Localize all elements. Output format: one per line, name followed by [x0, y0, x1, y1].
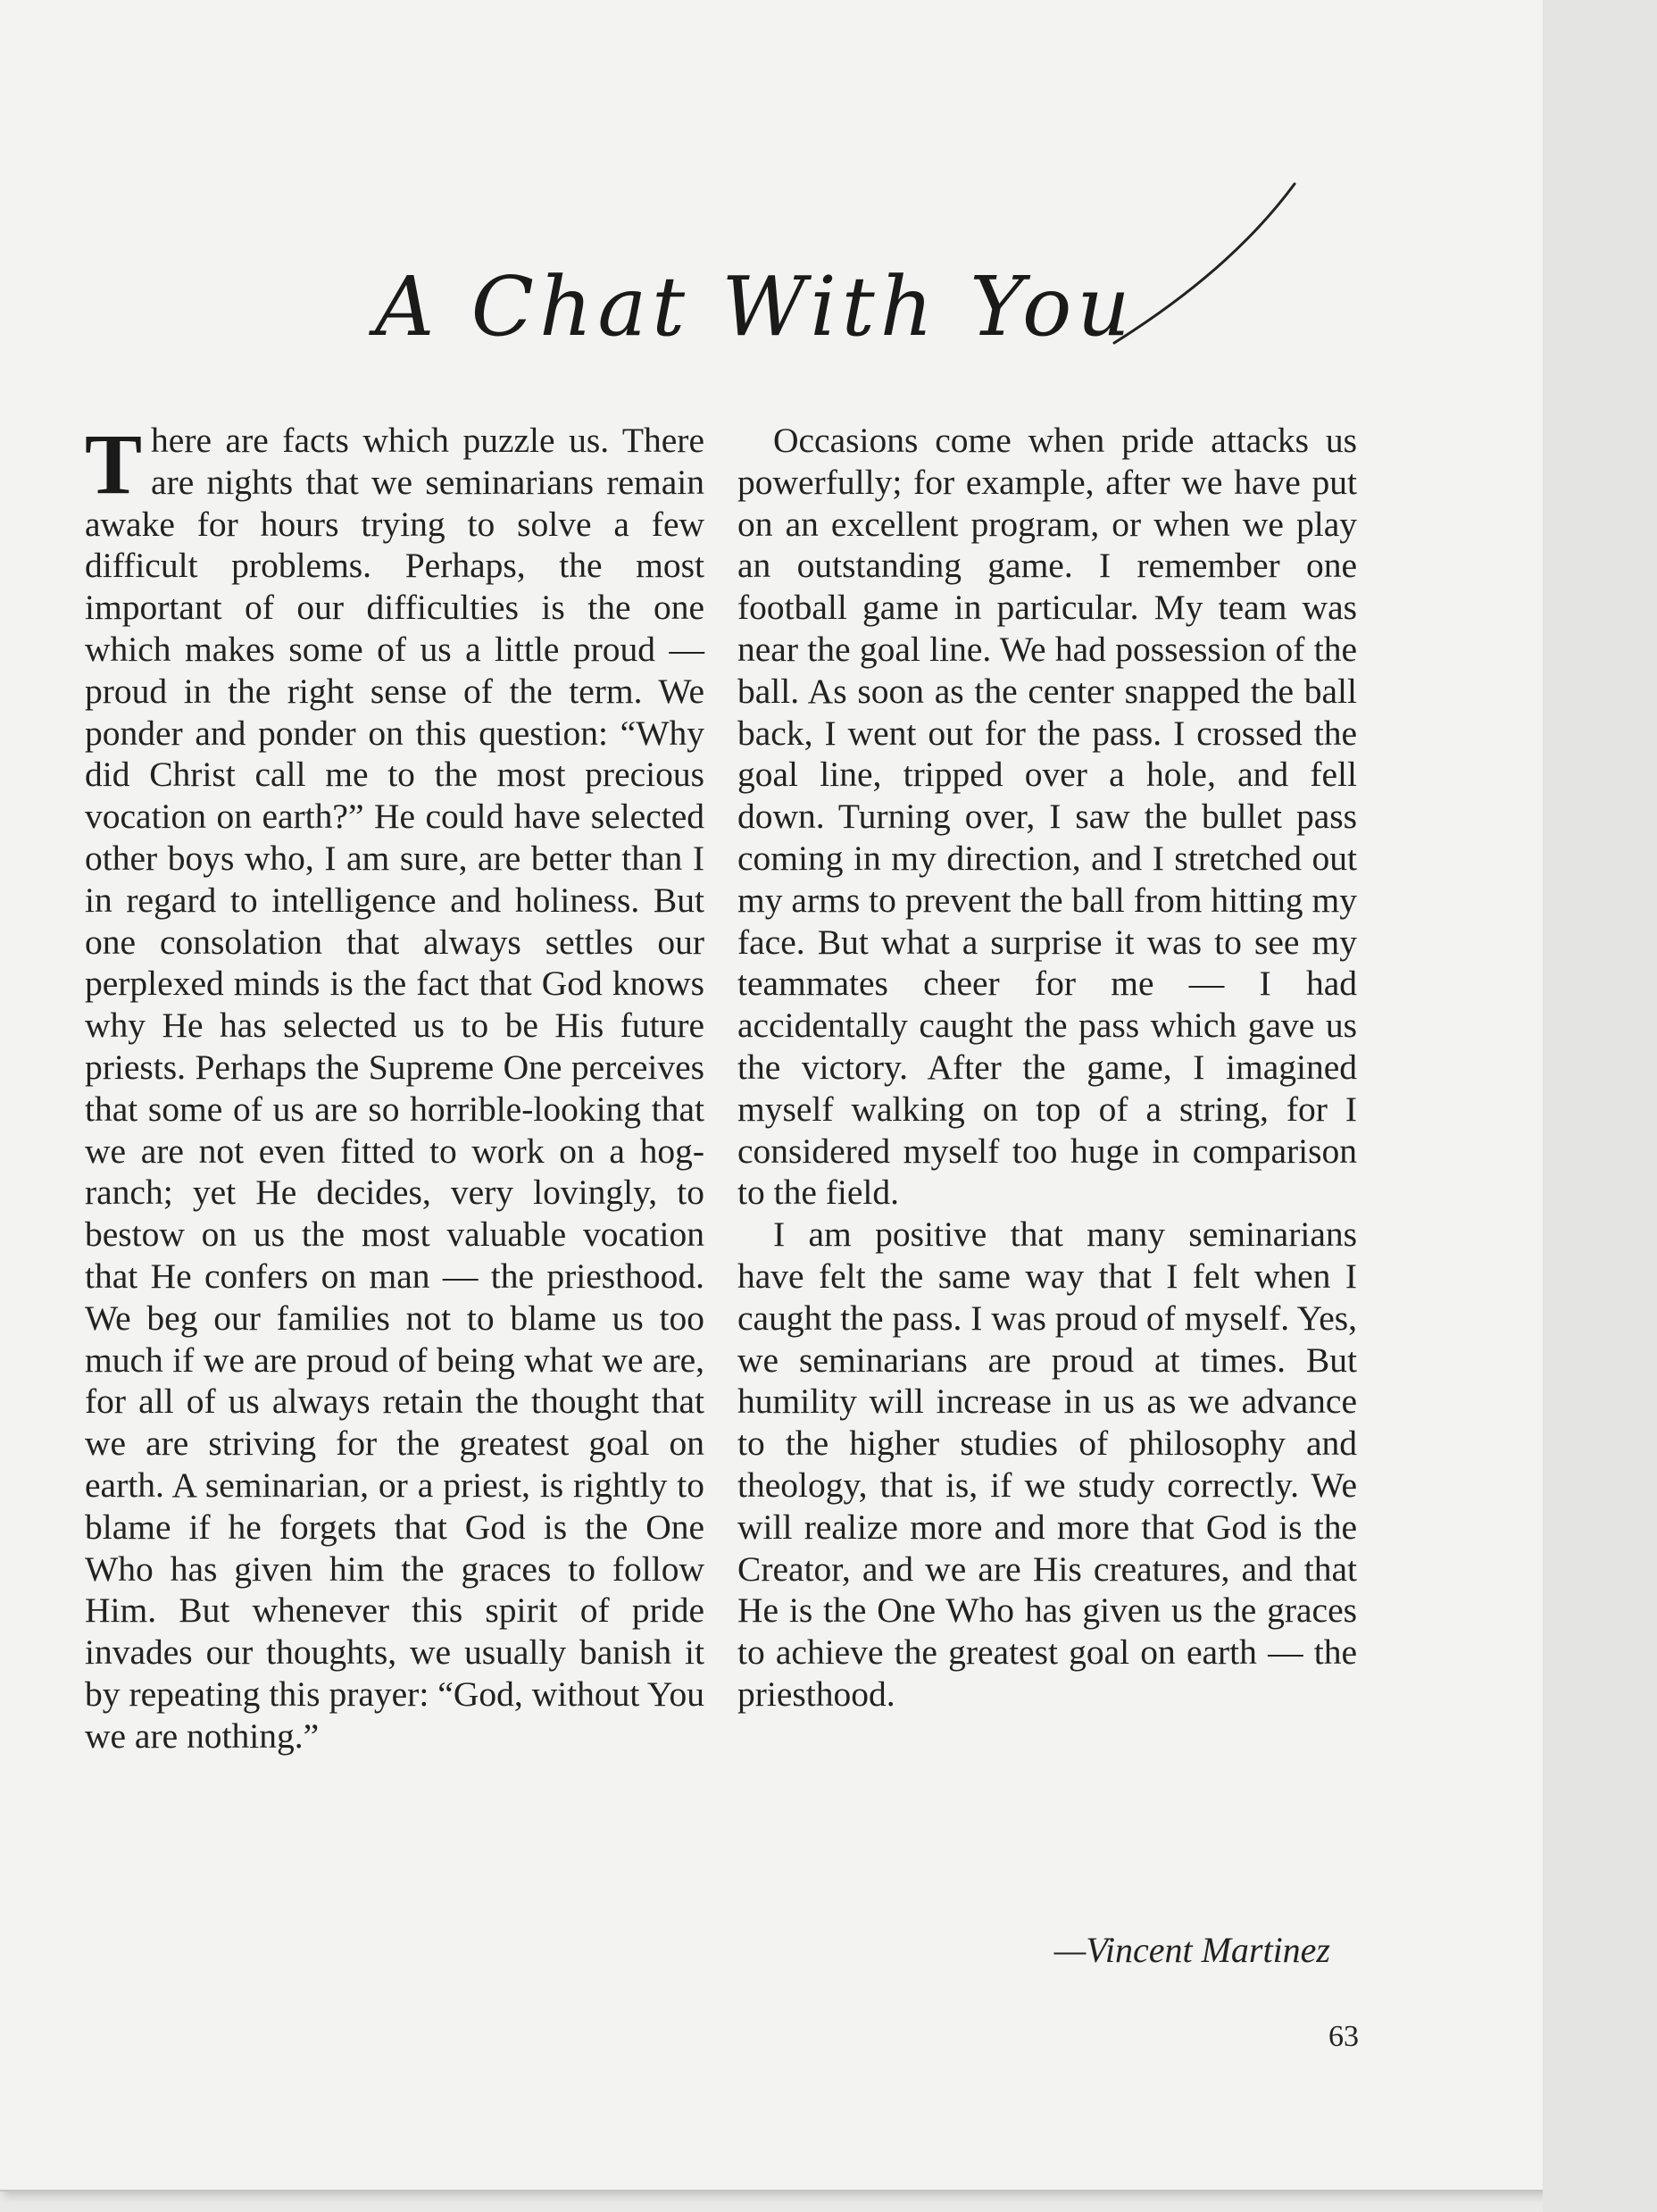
right-column-paragraph-1: Occasions come when pride attacks us powerfully; for example, after we have put on an excellent program, or when we play an outstanding game. I remember one football game in particular. My team was near the goal line. We had possession of the ball. As soon as the center snapped the ball back, I went out for the pass. I crossed the goal line, tripped over a hole, and fell down. Turning over, I saw the bullet pass coming in my direction, and I stretched out my arms to prevent the ball from hitting my face. But what a surprise it was to see my teammates cheer for me — I had accidentally caught the pass which gave us the victory. After the game, I imagined myself walking on top of a string, for I considered myself too huge in comparison to the field.: [737, 421, 1357, 1213]
right-column-paragraph-2: I am positive that many seminarians have felt the same way that I felt when I caught the pass. I was proud of myself. Yes, we seminarians are proud at times. But humility will increase in us as we advance to the higher studies of philosophy and theology, that is, if we study correctly. We will realize more and more that God is the Creator, and we are His creatures, and that He is the One Who has given us the graces to achieve the greatest goal on earth — the priesthood.: [737, 1215, 1357, 1714]
page-number: 63: [1328, 2020, 1359, 2053]
background-edge: [1543, 0, 1657, 2212]
left-column: [85, 416, 704, 1757]
left-column-paragraph: [85, 416, 704, 1757]
right-column: [737, 420, 1357, 1715]
author-signature: —Vincent Martinez: [1053, 1930, 1330, 1970]
drop-cap: T: [85, 416, 143, 512]
left-column-text: here are facts which puzzle us. There are nights that we seminarians remain awake for hours trying to solve a few difficult problems. Perhaps, the most important of our difficulties is the one which makes some of us a little proud — proud in the right sense of the term. We ponder and ponder on this question: “Why did Christ call me to the most precious vocation on earth?” He could have selected other boys who, I am sure, are better than I in regard to intelligence and holiness. But one consolation that always settles our perplexed minds is the fact that God knows why He has selected us to be His future priests. Perhaps the Supreme One perceives that some of us are so horrible-looking that we are not even fitted to work on a hog-ranch; yet He decides, very lovingly, to bestow on us the most valuable vocation that He confers on man — the priesthood. We beg our families not to blame us too much if we are proud of being what we are, for all of us always retain the thought that we are striving for the greatest goal on earth. A seminarian, or a priest, is rightly to blame if he forgets that God is the One Who has given him the graces to follow Him. But whenever this spirit of pride invades our thoughts, we usually banish it by repeating this prayer: “God, without You we are nothing.”: [85, 421, 704, 1756]
article-title: A Chat With You: [375, 259, 1136, 355]
pen-stroke-ornament: [1098, 179, 1312, 357]
